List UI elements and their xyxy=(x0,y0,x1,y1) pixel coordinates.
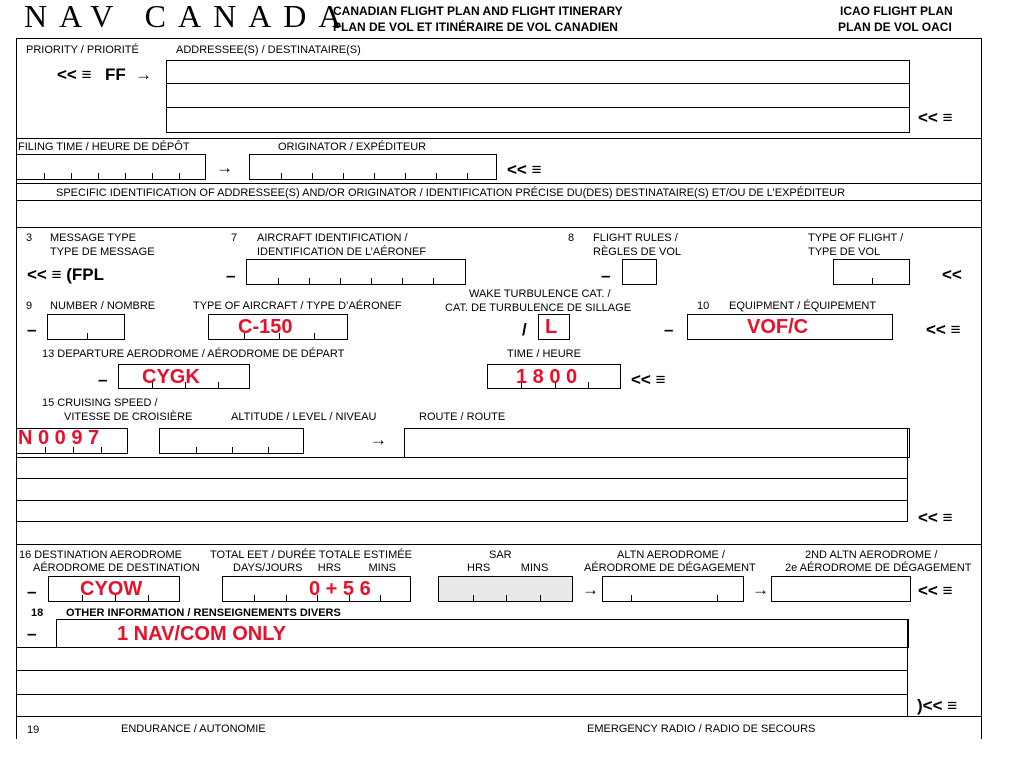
priority-prefix: << ≡ xyxy=(57,65,92,84)
item18-label: OTHER INFORMATION / RENSEIGNEMENTS DIVERS xyxy=(66,607,341,619)
altn-label-fr: AÉRODROME DE DÉGAGEMENT xyxy=(584,562,756,574)
item9-type-label: TYPE OF AIRCRAFT / TYPE D’AÉRONEF xyxy=(193,300,402,312)
emergency-radio-label: EMERGENCY RADIO / RADIO DE SECOURS xyxy=(587,723,816,735)
route-line xyxy=(16,457,908,458)
item8-label-fr: RÈGLES DE VOL xyxy=(593,246,682,258)
item8-number: 8 xyxy=(568,232,575,244)
departure-value: CYGK xyxy=(142,366,200,388)
route-field[interactable] xyxy=(404,428,910,458)
close-end-mark: )<< ≡ xyxy=(917,696,958,715)
dash: – xyxy=(27,320,37,339)
specific-id-label: SPECIFIC IDENTIFICATION OF ADDRESSEE(S) AND/OR ORIGINATOR / IDENTIFICATION PRÉCISE DU(DES) DESTINATAIRE(S) ET/OU DE L’EXPÉDITEUR xyxy=(56,187,846,199)
wake-label-en: WAKE TURBULENCE CAT. / xyxy=(469,288,611,300)
addressee-line-1[interactable] xyxy=(166,60,910,84)
end-mark: << ≡ xyxy=(918,108,953,127)
arrow-icon: → xyxy=(582,580,599,599)
title-en: CANADIAN FLIGHT PLAN AND FLIGHT ITINERARY xyxy=(333,4,623,18)
altitude-field[interactable] xyxy=(159,428,304,454)
item19-number: 19 xyxy=(27,724,40,736)
dash: – xyxy=(98,370,108,389)
aircraft-number-field[interactable] xyxy=(47,314,125,340)
wake-cat-value: L xyxy=(545,316,558,338)
aircraft-id-field[interactable] xyxy=(246,259,466,285)
other-info-line xyxy=(16,647,908,648)
item9-number: 9 xyxy=(26,300,33,312)
fpl-prefix: << ≡ (FPL xyxy=(27,265,104,284)
item7-number: 7 xyxy=(231,232,238,244)
item15-label-fr: VITESSE DE CROISIÈRE xyxy=(64,411,193,423)
title-fr: PLAN DE VOL ET ITINÉRAIRE DE VOL CANADIEN xyxy=(333,20,618,34)
other-info-line xyxy=(16,670,908,671)
filing-time-field[interactable] xyxy=(16,154,206,180)
destination-value: CYOW xyxy=(80,578,143,600)
item16-label-en: 16 DESTINATION AERODROME xyxy=(19,549,182,561)
priority-label: PRIORITY / PRIORITÉ xyxy=(26,44,139,56)
addressee-line-2[interactable] xyxy=(166,83,910,108)
arrow-icon: → xyxy=(135,65,152,84)
route-line xyxy=(16,521,908,522)
end-mark: << ≡ xyxy=(918,508,953,527)
divider xyxy=(16,138,981,139)
item18-number: 18 xyxy=(31,607,44,619)
originator-field[interactable] xyxy=(249,154,497,180)
divider xyxy=(16,544,981,545)
icao-title-en: ICAO FLIGHT PLAN xyxy=(840,4,953,18)
wake-label-fr: CAT. DE TURBULENCE DE SILLAGE xyxy=(445,302,632,314)
end-mark: << ≡ xyxy=(926,320,961,339)
slash: / xyxy=(522,320,527,339)
equipment-value: VOF/C xyxy=(747,316,809,338)
sar-sublabel: HRS MINS xyxy=(467,562,549,574)
end-mark: << ≡ xyxy=(918,581,953,600)
item3-label-en: MESSAGE TYPE xyxy=(50,232,136,244)
dash: – xyxy=(27,582,37,601)
divider xyxy=(16,227,981,228)
route-border xyxy=(907,428,908,522)
time-value: 1 8 0 0 xyxy=(516,366,578,388)
end-mark: << xyxy=(942,265,962,284)
item8-label-en: FLIGHT RULES / xyxy=(593,232,678,244)
altn2-field[interactable] xyxy=(771,576,911,602)
endurance-label: ENDURANCE / AUTONOMIE xyxy=(121,723,266,735)
item15-label-en: 15 CRUISING SPEED / xyxy=(42,397,158,409)
altn-label-en: ALTN AERODROME / xyxy=(617,549,725,561)
item7-label-fr: IDENTIFICATION DE L’AÉRONEF xyxy=(257,246,427,258)
divider xyxy=(16,183,981,184)
altn2-label-fr: 2e AÉRODROME DE DÉGAGEMENT xyxy=(785,562,972,574)
end-mark: << ≡ xyxy=(507,160,542,179)
route-line xyxy=(16,478,908,479)
total-eet-value: 0 + 5 6 xyxy=(309,578,371,600)
other-info-value: 1 NAV/COM ONLY xyxy=(117,623,286,645)
item10-number: 10 xyxy=(697,300,710,312)
route-label: ROUTE / ROUTE xyxy=(419,411,506,423)
route-line xyxy=(16,500,908,501)
type-flight-label-en: TYPE OF FLIGHT / xyxy=(808,232,904,244)
eet-label: TOTAL EET / DURÉE TOTALE ESTIMÉE xyxy=(210,549,412,561)
time-label: TIME / HEURE xyxy=(507,348,581,360)
divider xyxy=(16,716,981,717)
arrow-icon: → xyxy=(216,158,233,177)
priority-value: FF xyxy=(105,65,126,84)
dash: – xyxy=(27,624,37,643)
divider xyxy=(16,200,981,201)
dash: – xyxy=(226,266,236,285)
other-info-border xyxy=(907,619,908,716)
sar-field[interactable] xyxy=(438,576,573,602)
other-info-line xyxy=(16,694,908,695)
aircraft-type-value: C-150 xyxy=(238,316,293,338)
originator-label: ORIGINATOR / EXPÉDITEUR xyxy=(278,141,427,153)
item16-label-fr: AÉRODROME DE DESTINATION xyxy=(33,562,200,574)
arrow-icon: → xyxy=(370,430,387,449)
addressee-line-3[interactable] xyxy=(166,107,910,133)
item3-number: 3 xyxy=(26,232,33,244)
item3-label-fr: TYPE DE MESSAGE xyxy=(50,246,155,258)
type-flight-label-fr: TYPE DE VOL xyxy=(808,246,881,258)
item10-label: EQUIPMENT / ÉQUIPEMENT xyxy=(729,300,877,312)
cruising-speed-value: N 0 0 9 7 xyxy=(18,427,100,449)
type-of-flight-field[interactable] xyxy=(833,259,910,285)
eet-sublabel: DAYS/JOURS HRS MINS xyxy=(233,562,396,574)
arrow-icon: → xyxy=(752,580,769,599)
flight-rules-field[interactable] xyxy=(622,259,657,285)
item7-label-en: AIRCRAFT IDENTIFICATION / xyxy=(257,232,408,244)
sar-label: SAR xyxy=(489,549,512,561)
altn-field[interactable] xyxy=(602,576,744,602)
addressees-label: ADDRESSEE(S) / DESTINATAIRE(S) xyxy=(176,44,361,56)
icao-title-fr: PLAN DE VOL OACI xyxy=(838,20,952,34)
altitude-label: ALTITUDE / LEVEL / NIVEAU xyxy=(231,411,377,423)
item13-label: 13 DEPARTURE AERODROME / AÉRODROME DE DÉPART xyxy=(42,348,345,360)
dash: – xyxy=(664,320,674,339)
nav-canada-logo: NAV CANADA xyxy=(24,0,354,34)
filing-time-label: FILING TIME / HEURE DE DÉPÔT xyxy=(18,141,190,153)
end-mark: << ≡ xyxy=(631,370,666,389)
dash: – xyxy=(601,266,611,285)
altn2-label-en: 2ND ALTN AERODROME / xyxy=(805,549,938,561)
item9-number-label: NUMBER / NOMBRE xyxy=(50,300,156,312)
